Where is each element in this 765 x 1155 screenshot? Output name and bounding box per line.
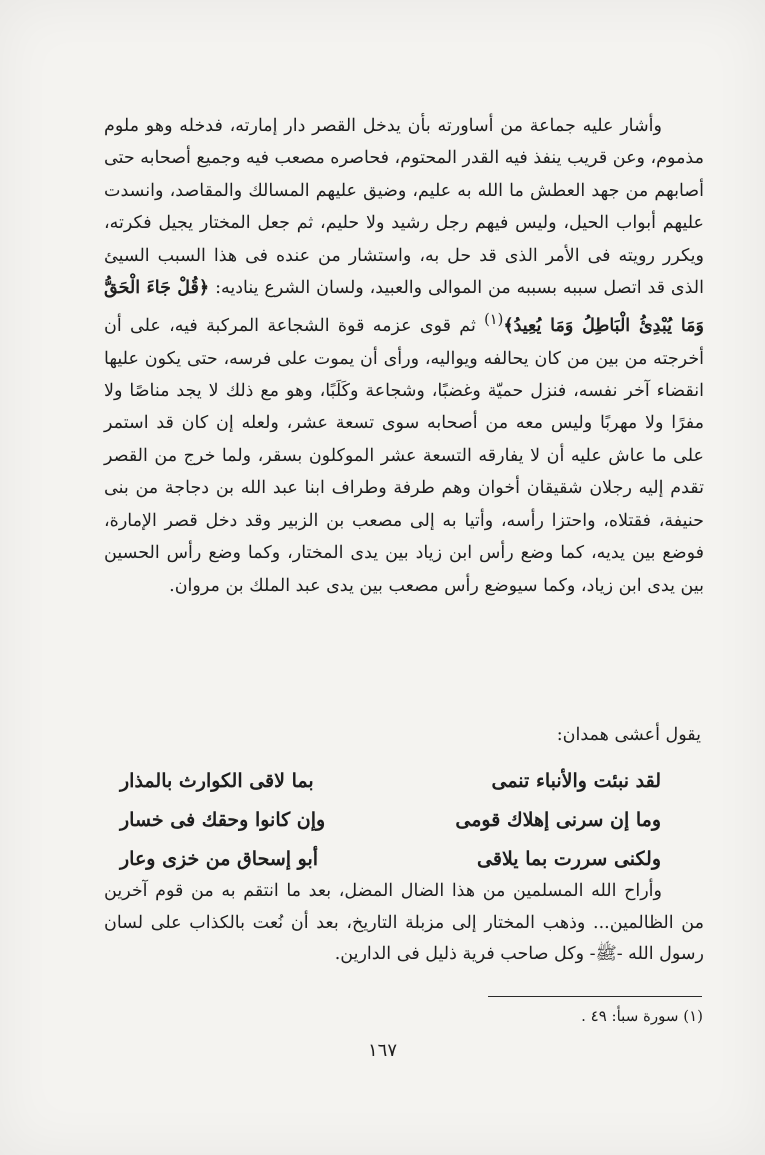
verse-second-hemistich: أبو إسحاق من خزى وعار [120, 848, 319, 870]
footnote-marker: (١) [484, 311, 504, 329]
poem-verse [120, 840, 661, 879]
footnote: (١) سورة سبأ: ٤٩ . [581, 1007, 703, 1025]
closing-paragraph [104, 876, 704, 971]
footnote-divider [488, 996, 702, 997]
verse-first-hemistich: ولكنى سررت بما يلاقى [477, 848, 661, 870]
page-number: ١٦٧ [367, 1040, 397, 1061]
poem-intro: يقول أعشى همدان: [556, 725, 701, 745]
paragraph-text-after-quote: ثم قوى عزمه قوة الشجاعة المركبة فيه، على أن أخرجته من بين من كان يحالفه ويواليه، ورأى أن يموت على فرسه، حتى يكون عليها انقضاء آخر نفسه، فنزل حميّة وغضبًا، وشجاعة وكَلَبًا، وهو مع ذلك لا يجد مناصًا ولا مفرًا ولا مهربًا وليس معه من أصحابه سوى تسعة عشر، ولعله إن كان قد استمر على ما عاش عليه أن لا يفارقه التسعة عشر الموكلون بسقر، ولما خرج من القصر تقدم إليه رجلان شقيقان أخوان وهم طرفة وطراف ابنا عبد الله بن دجاجة من بنى حنيفة، فقتلاه، واحتزا رأسه، وأتيا به إلى مصعب بن الزبير وقد دخل قصر الإمارة، فوضع بين يديه، كما وضع رأس ابن زياد بين يدى المختار، وكما وضع رأس الحسين بين يدى ابن زياد، وكما سيوضع رأس مصعب بين يدى عبد الملك بن مروان. [104, 316, 704, 596]
poem-verse [120, 762, 661, 801]
main-paragraph [104, 110, 704, 602]
verse-first-hemistich: وما إن سرنى إهلاك قومى [455, 809, 661, 831]
closing-paragraph-text: وأراح الله المسلمين من هذا الضال المضل، بعد ما انتقم به من قوم آخرين من الظالمين... وذهب المختار إلى مزبلة التاريخ، بعد أن نُعت بالكذاب على لسان رسول الله -ﷺ- وكل صاحب فرية ذليل فى الدارين. [104, 881, 704, 964]
poem-verses [120, 762, 661, 879]
verse-first-hemistich: لقد نبئت والأنباء تنمى [491, 770, 661, 792]
quran-quote: ﴿قُلْ جَاءَ الْحَقُّ وَمَا يُبْدِئُ الْبَاطِلُ وَمَا يُعِيدُ﴾ [104, 278, 704, 337]
poem-verse [120, 801, 661, 840]
verse-second-hemistich: بما لاقى الكوارث بالمذار [120, 770, 314, 792]
verse-second-hemistich: وإن كانوا وحقك فى خسار [120, 809, 326, 831]
paragraph-text-before-quote: وأشار عليه جماعة من أساورته بأن يدخل القصر دار إمارته، فدخله وهو ملوم مذموم، وعن قريب ينفذ فيه القدر المحتوم، فحاصره مصعب فيه وجميع أصحابه حتى أصابهم من جهد العطش ما الله به عليم، وضيق عليهم المسالك والمقاصد، وانسدت عليهم أبواب الحيل، وليس فيهم رجل رشيد ولا حليم، ثم جعل المختار يجيل فكرته، ويكرر رويته فى الأمر الذى قد حل به، واستشار من عنده فى هذا السبب السيئ الذى قد اتصل سببه بسببه من الموالى والعبيد، ولسان الشرع يناديه: [104, 116, 704, 299]
